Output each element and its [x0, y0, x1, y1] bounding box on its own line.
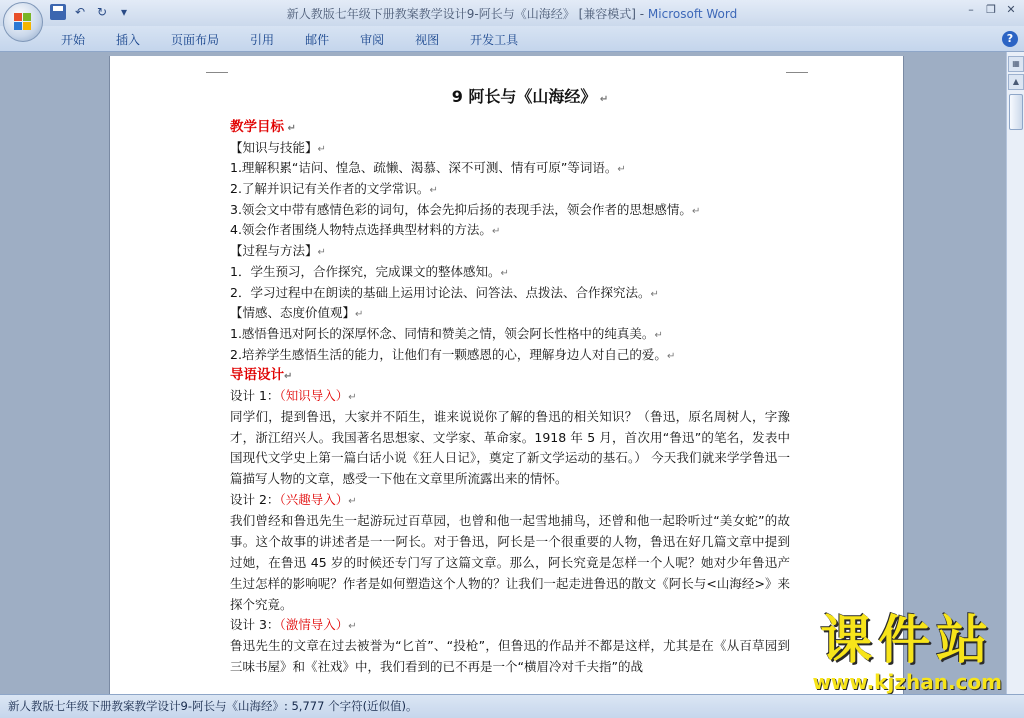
- office-logo-icon: [14, 13, 32, 31]
- close-button[interactable]: ✕: [1006, 3, 1016, 16]
- list-item: 2.培养学生感悟生活的能力，让他们有一颗感恩的心，理解身边人对自己的爱。↵: [230, 346, 676, 362]
- scroll-up-icon[interactable]: ▲: [1008, 74, 1024, 90]
- tab-mailings[interactable]: 邮件: [305, 33, 330, 47]
- tab-review[interactable]: 审阅: [360, 33, 385, 47]
- watermark-url: www.kjzhan.com: [812, 670, 1002, 694]
- ruler-toggle-icon[interactable]: ▦: [1008, 56, 1024, 72]
- tab-developer[interactable]: 开发工具: [470, 33, 519, 47]
- tab-page-layout[interactable]: 页面布局: [171, 33, 220, 47]
- document-title: 9 阿长与《山海经》 ↵: [451, 87, 609, 106]
- list-item: 4.领会作者围绕人物特点选择典型材料的方法。↵: [230, 222, 501, 238]
- list-item: 3.领会文中带有感情色彩的词句，体会先抑后扬的表现手法，领会作者的思想感情。↵: [230, 201, 701, 217]
- vertical-scrollbar[interactable]: [1006, 52, 1024, 694]
- window-controls: [962, 2, 1020, 18]
- status-bar: [0, 694, 1024, 718]
- document-name: 新人教版七年级下册教案教学设计9-阿长与《山海经》 [兼容模式]: [286, 7, 636, 21]
- scrollbar-thumb[interactable]: [1009, 94, 1023, 130]
- customize-toolbar-icon[interactable]: ▾: [120, 5, 128, 19]
- list-item: 1．学生预习，合作探究，完成课文的整体感知。↵: [230, 263, 509, 279]
- design-label: 设计 2：（兴趣导入）↵: [230, 492, 357, 508]
- status-text: 新人教版七年级下册教案教学设计9-阿长与《山海经》: 5,777 个字符(近似值)。: [8, 699, 418, 713]
- list-item: 1.理解积累“诘问、惶急、疏懒、渴慕、深不可测、情有可原”等词语。↵: [230, 160, 626, 176]
- ribbon-tabs: [50, 31, 538, 49]
- list-item: 1.感悟鲁迅对阿长的深厚怀念、同情和赞美之情，领会阿长性格中的纯真美。↵: [230, 325, 663, 341]
- minimize-button[interactable]: –: [968, 3, 974, 16]
- tab-home[interactable]: 开始: [61, 33, 86, 47]
- office-button[interactable]: [3, 2, 43, 42]
- subheading: 【知识与技能】↵: [230, 139, 326, 155]
- paragraph: 我们曾经和鲁迅先生一起游玩过百草园，也曾和他一起雪地捕鸟，还曾和他一起聆听过“美女蛇”的故事。这个故事的讲述者是一一阿长。对于鲁迅，阿长是一个很重要的人物，鲁迅在好几篇文章中提到过她，在鲁迅 45 岁的时候还专门写了这篇文章。那么，阿长究竟是怎样一个人呢？她对少年鲁迅产生过怎样的影响呢？作者是如何塑造这个人物的？让我们一起走进鲁迅的散文《阿长与<山海经>》来探个究竟。: [230, 512, 790, 612]
- watermark-brand: 课件站: [820, 611, 995, 671]
- tab-references[interactable]: 引用: [250, 33, 275, 47]
- undo-icon[interactable]: ↶: [74, 5, 86, 19]
- paragraph: 同学们，提到鲁迅，大家并不陌生，谁来说说你了解的鲁迅的相关知识？（鲁迅，原名周树人，字豫才，浙江绍兴人。我国著名思想家、文学家、革命家。1918 年 5 月，首次用“鲁迅”的笔名，发表中国现代文学史上第一篇白话小说《狂人日记》，奠定了新文学运动的基石。） 今天我们就来学学鲁迅一篇描写人物的文章，感受一下他在文章里所流露出来的情怀。: [230, 408, 790, 487]
- crop-mark: [786, 72, 808, 73]
- watermark-logo: [812, 612, 1002, 694]
- restore-button[interactable]: ❐: [986, 3, 996, 16]
- document-content: [230, 84, 790, 678]
- list-item: 2.了解并识记有关作者的文学常识。↵: [230, 181, 438, 197]
- title-bar: [0, 0, 1024, 26]
- ribbon: [0, 26, 1024, 52]
- list-item: 2．学习过程中在朗读的基础上运用讨论法、问答法、点拨法、合作探究法。↵: [230, 284, 659, 300]
- subheading: 【情感、态度价值观】↵: [230, 305, 364, 321]
- tab-view[interactable]: 视图: [415, 33, 440, 47]
- tab-insert[interactable]: 插入: [116, 33, 141, 47]
- document-area: [0, 52, 1006, 694]
- subheading: 【过程与方法】↵: [230, 243, 326, 259]
- section-heading: 导语设计↵: [230, 367, 293, 384]
- document-page[interactable]: [109, 56, 904, 694]
- redo-icon[interactable]: ↻: [96, 5, 108, 19]
- window-title: 新人教版七年级下册教案教学设计9-阿长与《山海经》 [兼容模式] - Microsoft Word: [286, 7, 738, 21]
- section-heading: 教学目标 ↵: [230, 119, 296, 135]
- crop-mark: [206, 72, 228, 73]
- design-label: 设计 3：（激情导入）↵: [230, 617, 357, 633]
- design-label: 设计 1：（知识导入）↵: [230, 387, 357, 403]
- app-name: Microsoft Word: [647, 7, 738, 21]
- help-icon[interactable]: ?: [1002, 31, 1018, 47]
- paragraph: 鲁迅先生的文章在过去被誉为“匕首”、“投枪”，但鲁迅的作品并不都是这样，尤其是在《从百草园到三味书屋》和《社戏》中，我们看到的已不再是一个“横眉冷对千夫指”的战: [230, 638, 790, 675]
